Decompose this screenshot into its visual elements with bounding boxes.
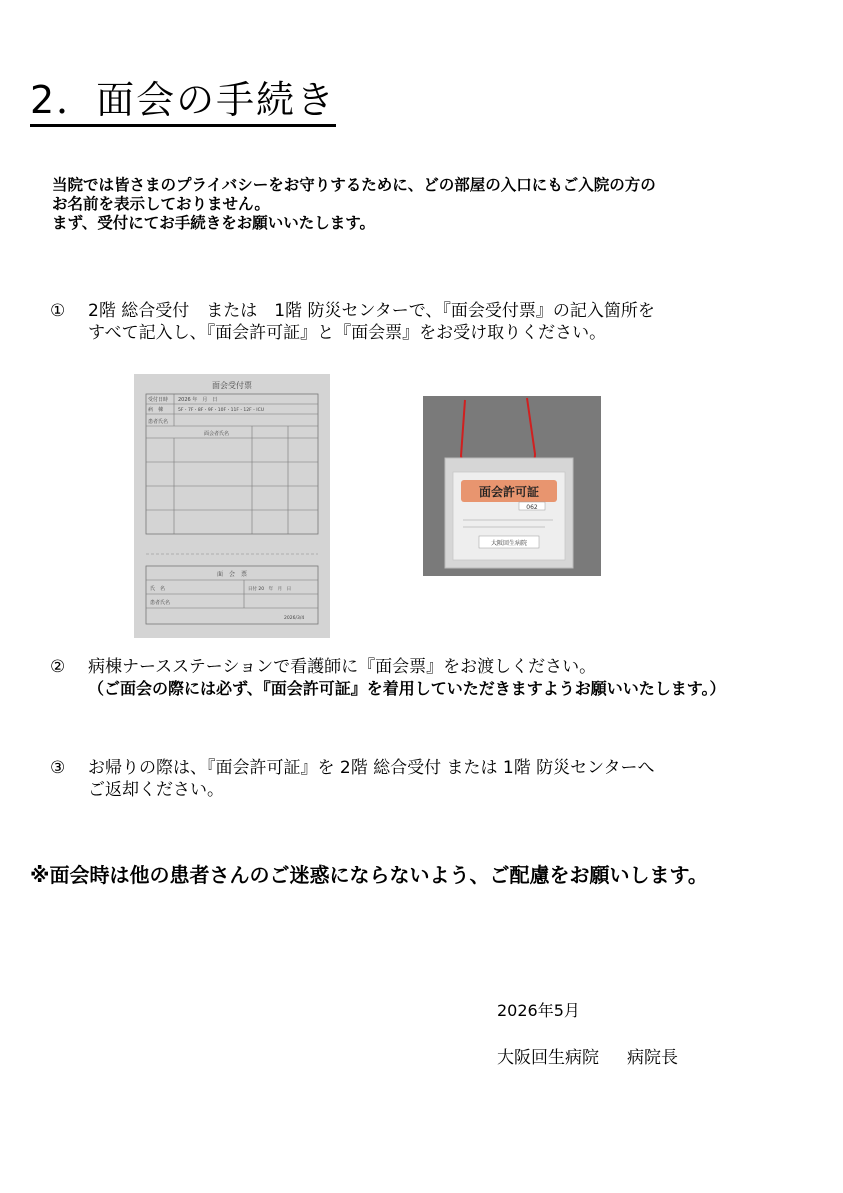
step-text: ご返却ください。 [88, 780, 224, 800]
form-date-value: 2026 年 月 日 [178, 397, 218, 403]
step-number: ② [50, 657, 66, 677]
reception-form-photo [134, 374, 330, 638]
intro-line: お名前を表示しておりません。 [52, 195, 270, 213]
step-text: お帰りの際は、『面会許可証』を 2階 総合受付 または 1階 防災センターへ [88, 758, 655, 778]
step-number: ③ [50, 758, 66, 778]
badge-number: 062 [526, 504, 538, 511]
slip-patient-label: 患者氏名 [150, 600, 171, 606]
form-date-label: 受付日時 [148, 397, 169, 403]
form-ward-value: 5F・7F・8F・9F・10F・11F・12F・ICU [178, 408, 265, 413]
step-2 [50, 656, 830, 700]
badge-title: 面会許可証 [478, 485, 540, 499]
step-text: 病棟ナースステーションで看護師に『面会票』をお渡しください。 [88, 657, 597, 677]
director-title: 病院長 [627, 1048, 678, 1068]
step-3 [50, 757, 830, 801]
page-title: 2．面会の手続き [30, 78, 336, 127]
form-ward-label: 病 棟 [148, 407, 164, 413]
visitor-badge-photo [423, 396, 601, 576]
slip-name-label: 氏 名 [150, 586, 166, 592]
step-text: 2階 総合受付 または 1階 防災センターで、『面会受付票』の記入箇所を [88, 301, 655, 321]
slip-footer: 2026/3/4 [284, 616, 305, 621]
intro-line: 当院では皆さまのプライバシーをお守りするために、どの部屋の入口にもご入院の方の [52, 176, 656, 194]
signature [497, 1043, 678, 1068]
intro-paragraph [52, 176, 812, 233]
step-1 [50, 300, 820, 344]
slip-date-label: 日付 20 年 月 日 [248, 587, 292, 592]
issue-date: 2026年5月 [497, 1001, 580, 1020]
form-patient-label: 患者氏名 [148, 419, 169, 425]
step-number: ① [50, 301, 66, 321]
caution-note: ※面会時は他の患者さんのご迷惑にならないよう、ご配慮をお願いします。 [30, 863, 708, 887]
form-title: 面会受付票 [212, 381, 252, 390]
intro-line: まず、受付にてお手続きをお願いいたします。 [52, 214, 376, 232]
hospital-name: 大阪回生病院 [497, 1048, 599, 1068]
step-note: （ご面会の際には必ず、『面会許可証』を着用していただきますようお願いいたします。） [88, 679, 726, 698]
form-visitor-label: 面会者氏名 [204, 431, 230, 437]
badge-hospital: 大阪回生病院 [490, 540, 528, 547]
step-text: すべて記入し、『面会許可証』と『面会票』をお受け取りください。 [88, 323, 607, 343]
slip-title: 面 会 票 [216, 571, 248, 578]
